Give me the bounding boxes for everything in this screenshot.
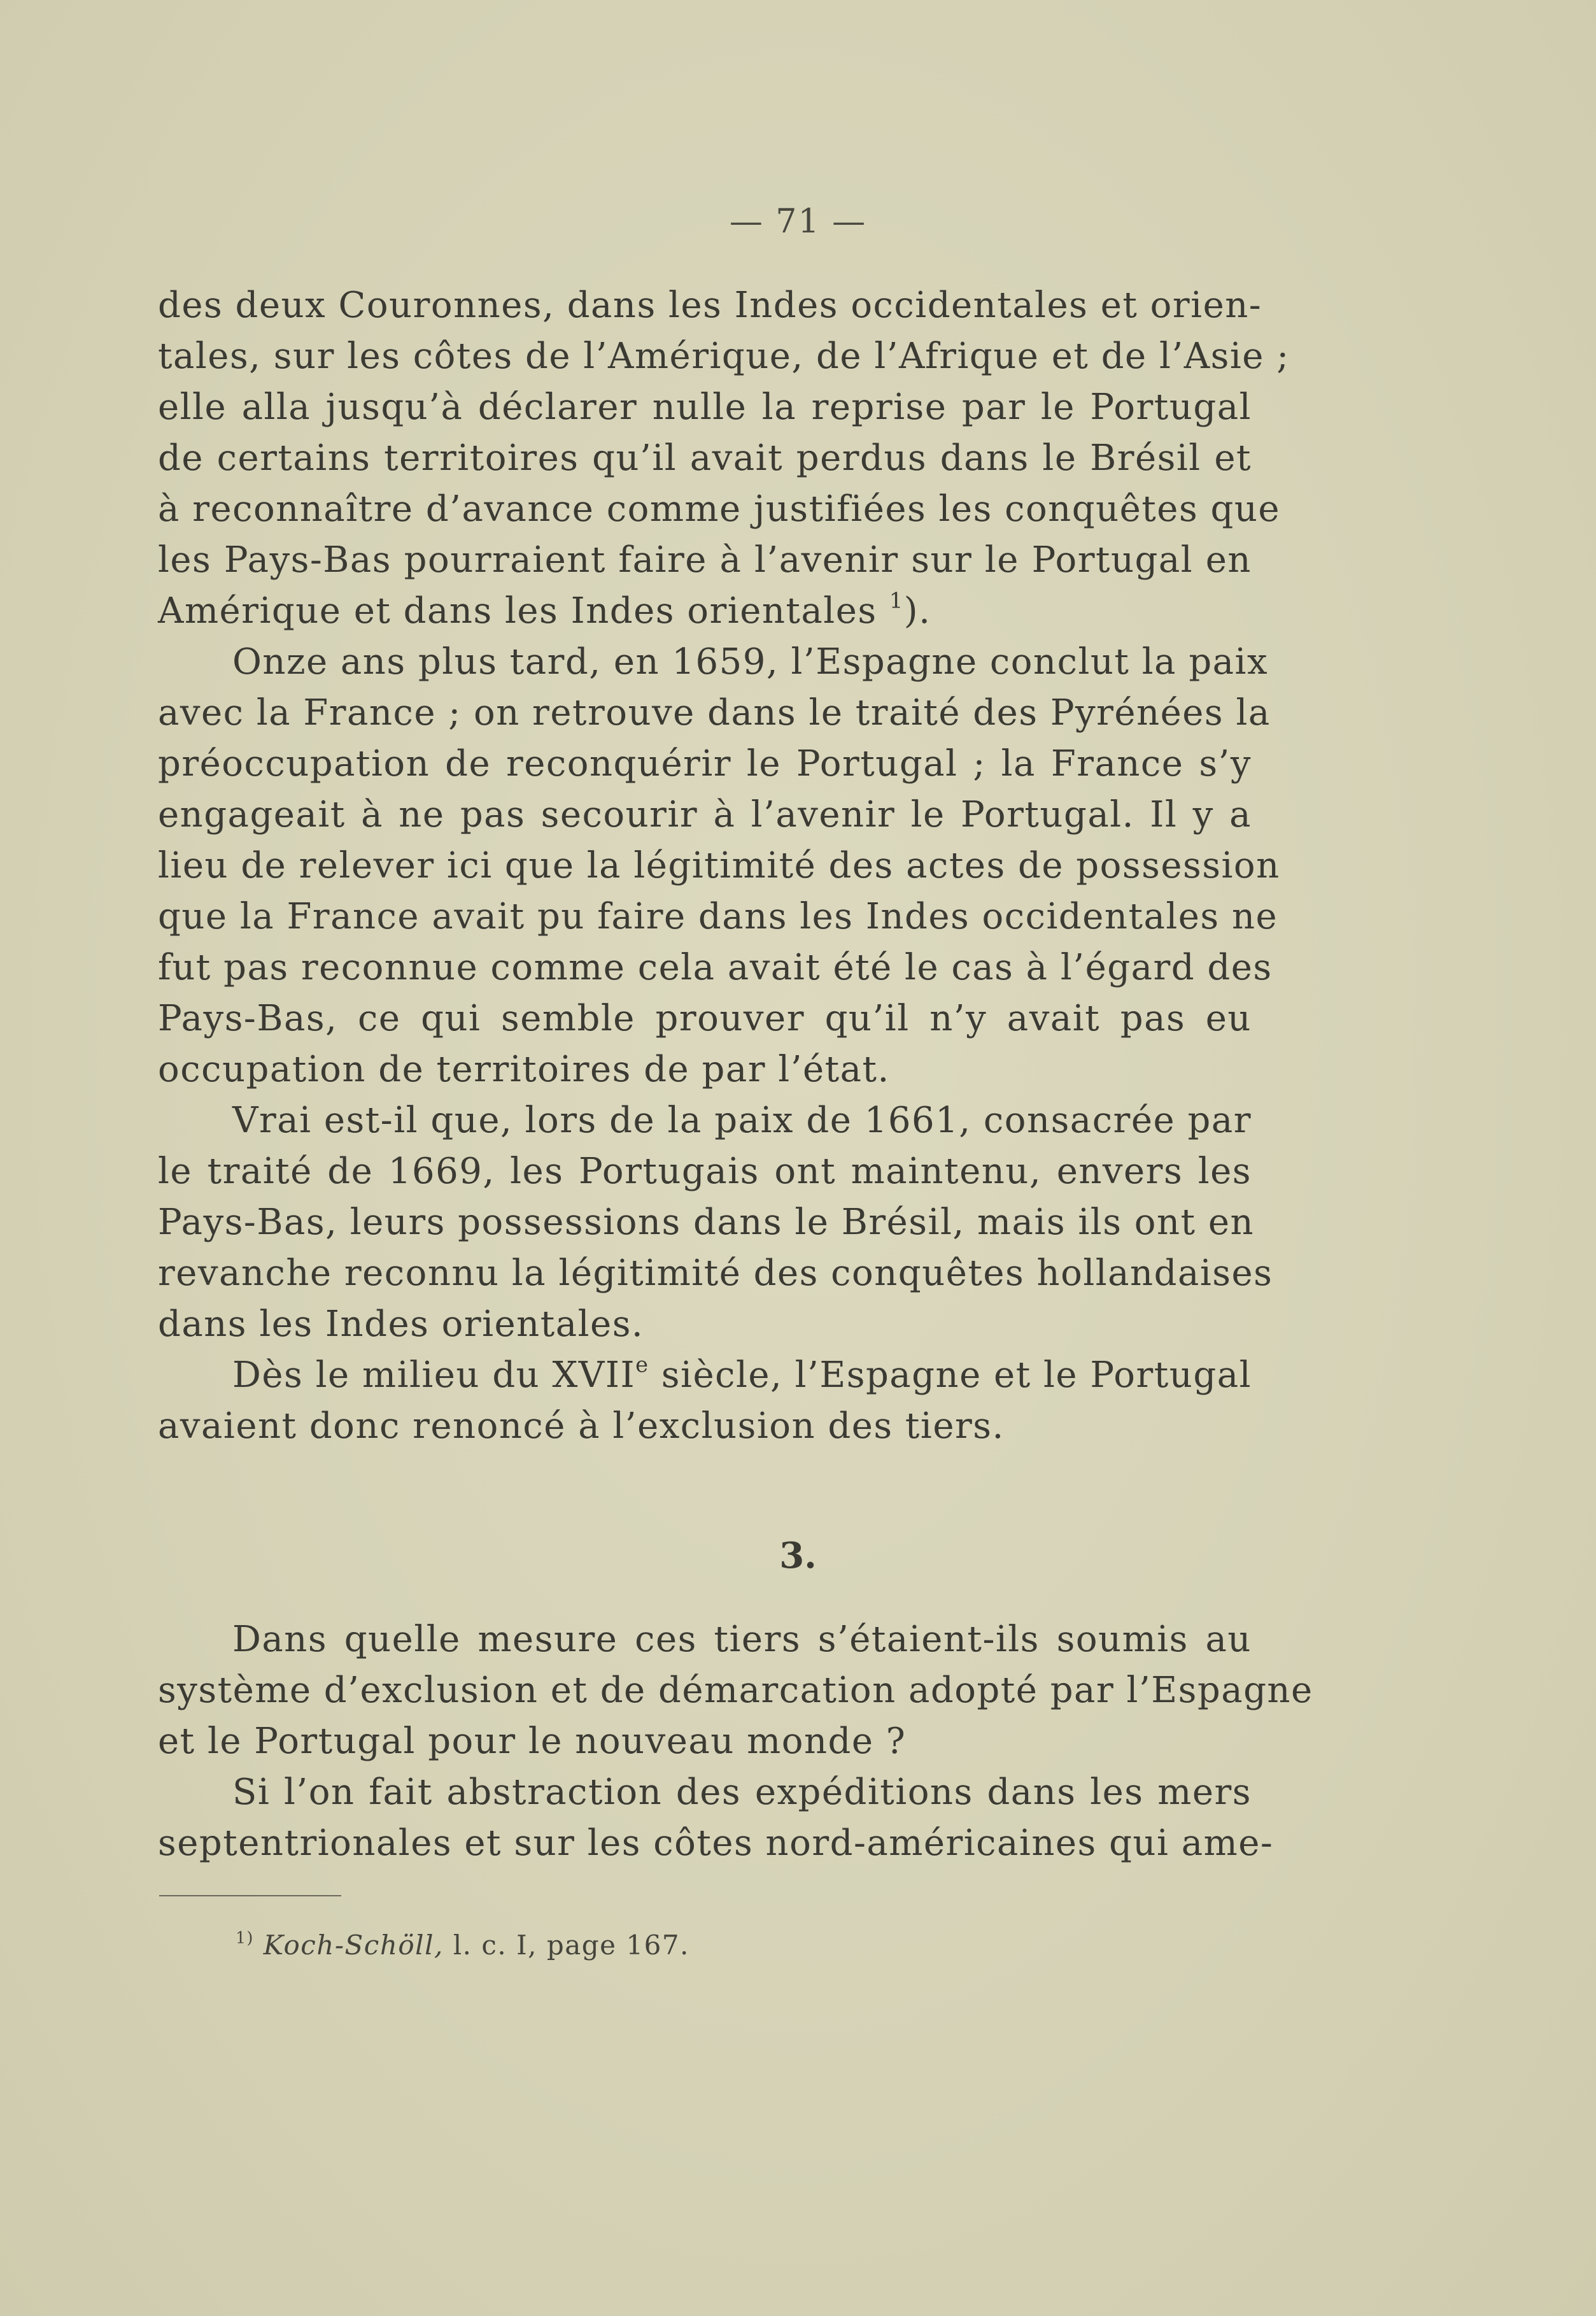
text-line: fut pas reconnue comme cela avait été le cas à l’égard des: [158, 947, 1273, 988]
text-line: Vrai est-il que, lors de la paix de 1661, consacrée par: [232, 1100, 1252, 1141]
text-line: Si l’on fait abstraction des expéditions dans les mers: [232, 1772, 1252, 1813]
text-line: engageait à ne pas secourir à l’avenir le Portugal. Il y a: [158, 794, 1252, 835]
footnote-ref: 1: [889, 588, 904, 613]
text-line-end: ).: [903, 590, 931, 632]
text-line: avaient donc renoncé à l’exclusion des tiers.: [158, 1405, 1005, 1447]
text-segment: Dès le milieu du XVII: [232, 1354, 636, 1396]
text-line: avec la France ; on retrouve dans le traité des Pyrénées la: [158, 692, 1271, 734]
text-line: occupation de territoires de par l’état.: [158, 1049, 890, 1090]
text-line: préoccupation de reconquérir le Portugal ; la France s’y: [158, 743, 1252, 785]
footnote-reference: l. c. I, page 167.: [443, 1929, 689, 1961]
text-line-with-superscript: [158, 1350, 1252, 1401]
main-text-lower: [158, 1614, 1313, 1869]
text-segment: siècle, l’Espagne et le Portugal: [649, 1354, 1252, 1396]
page-number: — 71 —: [729, 202, 867, 241]
text-line-with-footnote-ref: [158, 586, 1252, 637]
text-line: Pays-Bas, leurs possessions dans le Brésil, mais ils ont en: [158, 1202, 1255, 1243]
text-line: système d’exclusion et de démarcation adopté par l’Espagne: [158, 1670, 1313, 1711]
text-line: Dans quelle mesure ces tiers s’étaient-ils soumis au: [232, 1619, 1252, 1660]
footnote-author: Koch-Schöll,: [263, 1929, 444, 1961]
footnote-marker: 1): [236, 1928, 254, 1947]
text-line: lieu de relever ici que la légitimité des actes de possession: [158, 845, 1280, 886]
text-line: à reconnaître d’avance comme justifiées les conquêtes que: [158, 488, 1281, 530]
text-line: elle alla jusqu’à déclarer nulle la reprise par le Portugal: [158, 387, 1252, 428]
text-line: Onze ans plus tard, en 1659, l’Espagne conclut la paix: [232, 641, 1269, 683]
text-line: et le Portugal pour le nouveau monde ?: [158, 1721, 907, 1762]
text-line: les Pays-Bas pourraient faire à l’avenir sur le Portugal en: [158, 539, 1252, 581]
text-line: tales, sur les côtes de l’Amérique, de l’Afrique et de l’Asie ;: [158, 336, 1290, 377]
text-line: Amérique et dans les Indes orientales: [158, 590, 877, 632]
text-line: dans les Indes orientales.: [158, 1304, 644, 1345]
text-line: des deux Couronnes, dans les Indes occidentales et orien-: [158, 285, 1262, 326]
text-line: que la France avait pu faire dans les Indes occidentales ne: [158, 896, 1278, 937]
main-text-upper: [158, 280, 1290, 1452]
text-line: de certains territoires qu’il avait perdus dans le Brésil et: [158, 437, 1252, 479]
superscript: e: [635, 1352, 649, 1377]
footnote-divider: [159, 1895, 341, 1896]
text-line: septentrionales et sur les côtes nord-américaines qui ame-: [158, 1822, 1274, 1864]
text-line: revanche reconnu la légitimité des conquêtes hollandaises: [158, 1253, 1273, 1294]
section-number: 3.: [779, 1535, 817, 1577]
footnote: [236, 1929, 689, 1961]
text-line: le traité de 1669, les Portugais ont maintenu, envers les: [158, 1151, 1252, 1192]
text-line: Pays-Bas, ce qui semble prouver qu’il n’y avait pas eu: [158, 998, 1252, 1039]
